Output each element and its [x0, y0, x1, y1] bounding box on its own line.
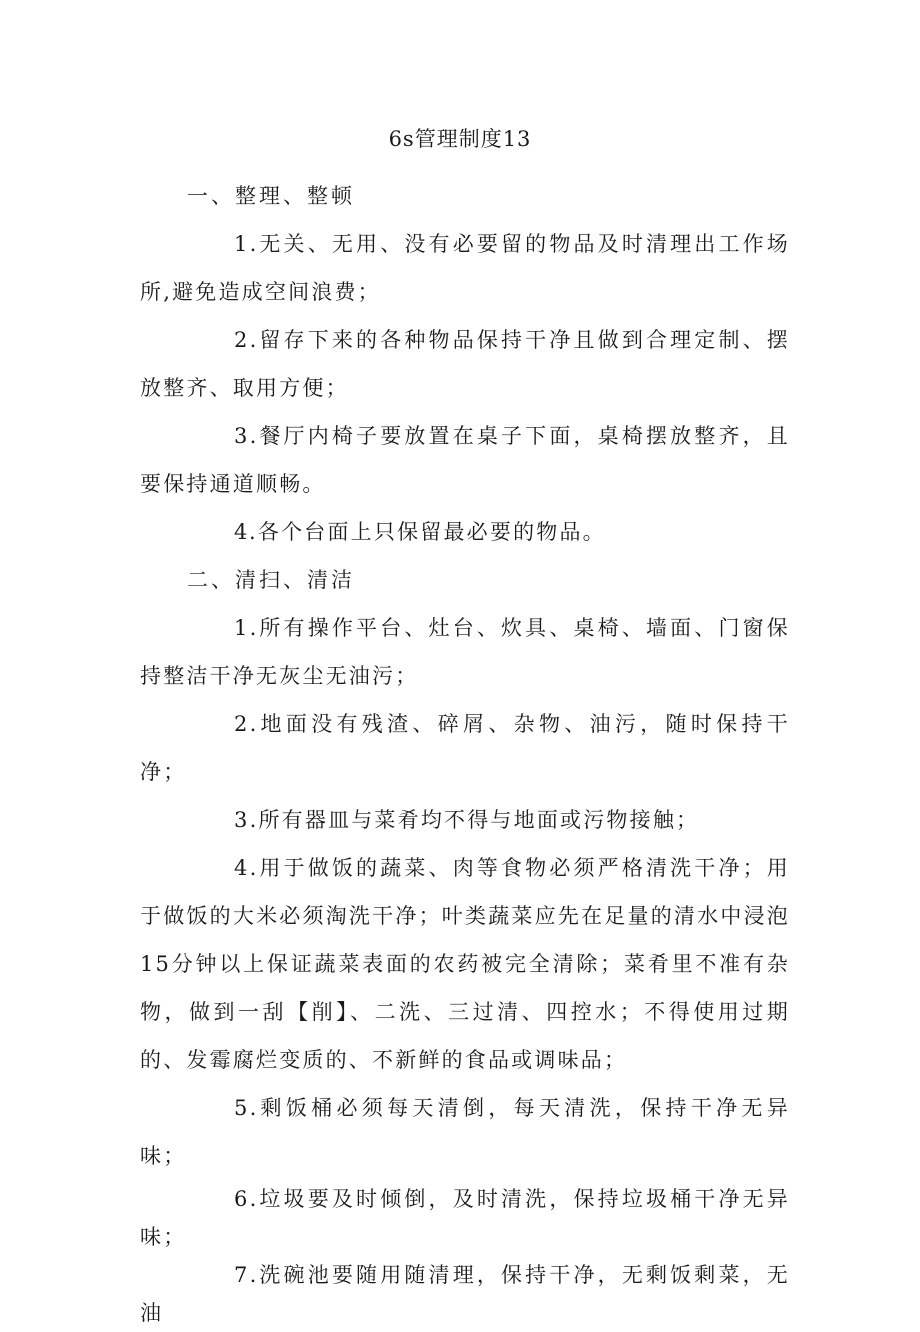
- item-text: .地面没有残渣、碎屑、杂物、油污，随时保持干净；: [140, 712, 790, 784]
- item-number: 4: [234, 856, 250, 880]
- section-heading: 一、整理、整顿: [187, 184, 355, 208]
- item-number: 1: [234, 616, 250, 640]
- item-text: .垃圾要及时倾倒，及时清洗，保持垃圾桶干净无异味；: [140, 1187, 790, 1249]
- item-number: 5: [234, 1096, 250, 1120]
- list-item: [140, 220, 790, 316]
- list-item: [140, 412, 790, 508]
- list-item: [140, 844, 790, 1084]
- item-text: .洗碗池要随用随清理，保持干净，无剩饭剩菜，无油: [140, 1263, 790, 1325]
- list-item: [140, 1180, 790, 1256]
- item-number: 2: [234, 328, 250, 352]
- item-number: 3: [234, 808, 250, 832]
- item-text: .各个台面上只保留最必要的物品。: [249, 520, 606, 544]
- item-number: 3: [234, 424, 250, 448]
- list-item: [140, 508, 790, 556]
- list-item: [140, 316, 790, 412]
- item-text: .用于做饭的蔬菜、肉等食物必须严格清洗干净；用于做饭的大米必须淘洗干净；叶类蔬菜应先在足量的清水中浸泡15分钟以上保证蔬菜表面的农药被完全清除；菜肴里不准有杂物，做到一刮【削】、二洗、三过清、四控水；不得使用过期的、发霉腐烂变质的、不新鲜的食品或调味品；: [140, 856, 790, 1072]
- list-item: [140, 1084, 790, 1180]
- list-item: [140, 796, 790, 844]
- item-number: 6: [234, 1187, 250, 1211]
- item-text: .所有操作平台、灶台、炊具、桌椅、墙面、门窗保持整洁干净无灰尘无油污；: [140, 616, 790, 688]
- item-number: 4: [234, 520, 250, 544]
- item-text: .所有器皿与菜肴均不得与地面或污物接触；: [249, 808, 700, 832]
- item-number: 1: [234, 232, 250, 256]
- section-heading: 二、清扫、清洁: [187, 568, 355, 592]
- item-number: 7: [234, 1263, 250, 1287]
- item-text: .留存下来的各种物品保持干净且做到合理定制、摆放整齐、取用方便；: [140, 328, 790, 400]
- item-text: .餐厅内椅子要放置在桌子下面，桌椅摆放整齐，且要保持通道顺畅。: [140, 424, 790, 496]
- item-number: 2: [234, 712, 250, 736]
- list-item: [140, 1256, 790, 1332]
- item-text: .剩饭桶必须每天清倒，每天清洗，保持干净无异味；: [140, 1096, 790, 1168]
- list-item: [140, 700, 790, 796]
- document-title: 6s管理制度13: [388, 127, 532, 151]
- list-item: [140, 604, 790, 700]
- item-text: .无关、无用、没有必要留的物品及时清理出工作场所,避免造成空间浪费；: [140, 232, 790, 304]
- document-body: [140, 172, 790, 1332]
